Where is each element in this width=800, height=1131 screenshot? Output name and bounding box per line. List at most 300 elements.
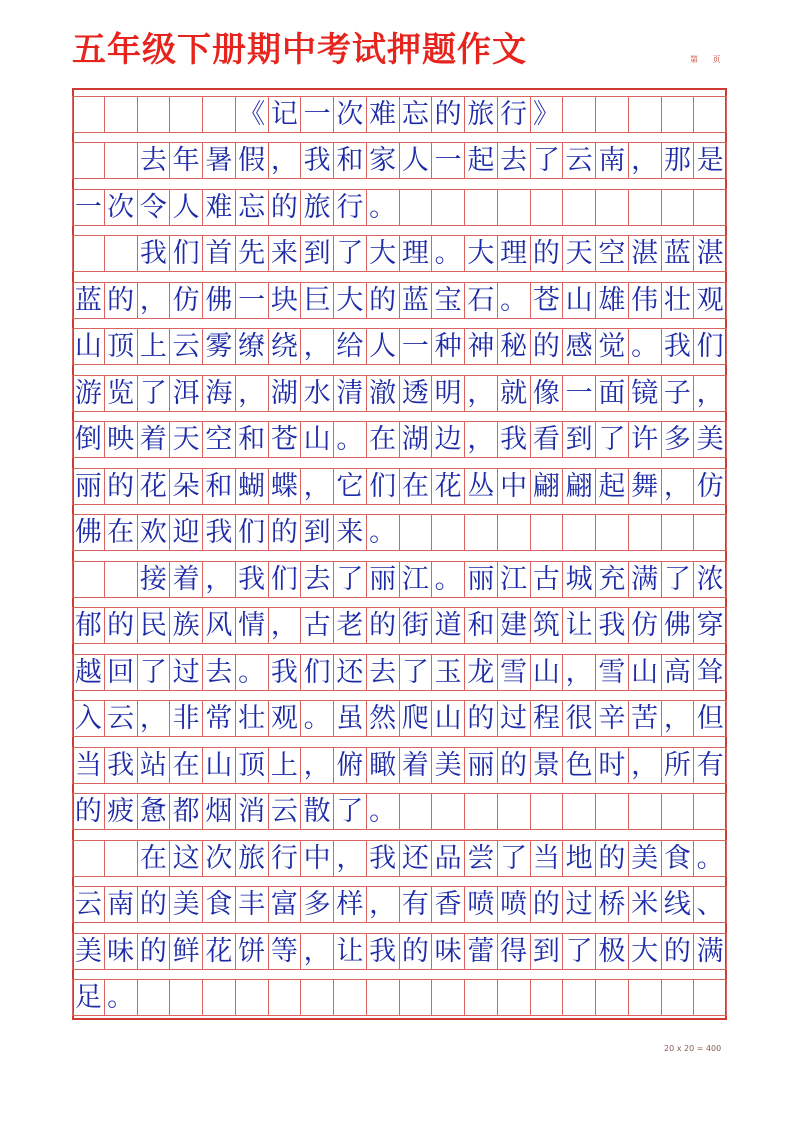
grid-character: 族 bbox=[170, 607, 203, 644]
grid-character: 上 bbox=[269, 747, 302, 784]
grid-character: 过 bbox=[170, 654, 203, 691]
grid-character: 一 bbox=[563, 375, 596, 412]
grid-character: 散 bbox=[301, 793, 334, 830]
grid-character: 镜 bbox=[629, 375, 662, 412]
grid-character: 了 bbox=[334, 561, 367, 598]
grid-character: 接 bbox=[138, 561, 171, 598]
grid-character: 当 bbox=[72, 747, 105, 784]
grid-cell-empty bbox=[138, 979, 171, 1016]
grid-character: 舞 bbox=[629, 468, 662, 505]
grid-character: 的 bbox=[72, 793, 105, 830]
grid-cell-empty bbox=[531, 979, 564, 1016]
grid-character: 起 bbox=[465, 142, 498, 179]
grid-character: 地 bbox=[563, 840, 596, 877]
grid-character: 烟 bbox=[203, 793, 236, 830]
grid-character: 湖 bbox=[400, 421, 433, 458]
grid-character: 越 bbox=[72, 654, 105, 691]
grid-character: 仿 bbox=[629, 607, 662, 644]
grid-character: 在 bbox=[170, 747, 203, 784]
grid-character: 耸 bbox=[694, 654, 727, 691]
grid-cell-empty bbox=[400, 514, 433, 551]
grid-character: ， bbox=[694, 375, 727, 412]
grid-character: 云 bbox=[269, 793, 302, 830]
grid-character: 我 bbox=[367, 933, 400, 970]
grid-character: 景 bbox=[531, 747, 564, 784]
grid-character: 食 bbox=[662, 840, 695, 877]
grid-character: 消 bbox=[236, 793, 269, 830]
grid-character: 中 bbox=[498, 468, 531, 505]
grid-character: ， bbox=[301, 933, 334, 970]
grid-character: 入 bbox=[72, 700, 105, 737]
grid-character: 云 bbox=[72, 886, 105, 923]
grid-character: 那 bbox=[662, 142, 695, 179]
grid-row bbox=[72, 747, 727, 784]
grid-character: 年 bbox=[170, 142, 203, 179]
grid-character: 次 bbox=[203, 840, 236, 877]
grid-character: 翩 bbox=[531, 468, 564, 505]
grid-character: 花 bbox=[432, 468, 465, 505]
grid-character: 像 bbox=[531, 375, 564, 412]
grid-character: 在 bbox=[400, 468, 433, 505]
grid-cell-empty bbox=[465, 793, 498, 830]
grid-character: 、 bbox=[694, 886, 727, 923]
grid-character: 。 bbox=[432, 235, 465, 272]
grid-cell-empty bbox=[629, 96, 662, 133]
grid-row bbox=[72, 514, 727, 551]
grid-character: 洱 bbox=[170, 375, 203, 412]
grid-cell-empty bbox=[400, 189, 433, 226]
grid-character: 给 bbox=[334, 328, 367, 365]
grid-character: 》 bbox=[531, 96, 564, 133]
grid-character: 。 bbox=[498, 282, 531, 319]
grid-cell-empty bbox=[629, 979, 662, 1016]
grid-character: 足 bbox=[72, 979, 105, 1016]
grid-character: 的 bbox=[269, 189, 302, 226]
grid-character: 次 bbox=[105, 189, 138, 226]
grid-character: 顶 bbox=[236, 747, 269, 784]
grid-character: 山 bbox=[432, 700, 465, 737]
grid-character: 的 bbox=[531, 235, 564, 272]
grid-character: 。 bbox=[629, 328, 662, 365]
grid-character: 的 bbox=[367, 607, 400, 644]
grid-character: 尝 bbox=[465, 840, 498, 877]
grid-character: 人 bbox=[367, 328, 400, 365]
grid-character: 在 bbox=[105, 514, 138, 551]
grid-character: 就 bbox=[498, 375, 531, 412]
grid-character: 去 bbox=[138, 142, 171, 179]
grid-character: 山 bbox=[203, 747, 236, 784]
grid-cell-empty bbox=[596, 189, 629, 226]
grid-character: 去 bbox=[203, 654, 236, 691]
grid-character: 一 bbox=[432, 142, 465, 179]
grid-row bbox=[72, 282, 727, 319]
grid-character: 的 bbox=[105, 468, 138, 505]
grid-cell-empty bbox=[563, 793, 596, 830]
grid-character: 惫 bbox=[138, 793, 171, 830]
grid-character: 。 bbox=[236, 654, 269, 691]
grid-cell-empty bbox=[498, 514, 531, 551]
grid-character: 雪 bbox=[498, 654, 531, 691]
grid-character: 欢 bbox=[138, 514, 171, 551]
grid-character: 满 bbox=[629, 561, 662, 598]
grid-row bbox=[72, 793, 727, 830]
grid-character: 着 bbox=[138, 421, 171, 458]
grid-cell-empty bbox=[465, 514, 498, 551]
grid-character: 令 bbox=[138, 189, 171, 226]
grid-row bbox=[72, 468, 727, 505]
grid-character: 看 bbox=[531, 421, 564, 458]
grid-character: ， bbox=[465, 375, 498, 412]
grid-character: 多 bbox=[301, 886, 334, 923]
grid-character: 感 bbox=[563, 328, 596, 365]
grid-character: 山 bbox=[629, 654, 662, 691]
grid-character: 是 bbox=[694, 142, 727, 179]
grid-cell-empty bbox=[203, 979, 236, 1016]
grid-character: ， bbox=[269, 607, 302, 644]
grid-character: 丽 bbox=[465, 747, 498, 784]
grid-character: 味 bbox=[432, 933, 465, 970]
grid-character: 。 bbox=[432, 561, 465, 598]
grid-cell-empty bbox=[301, 979, 334, 1016]
grid-character: 雪 bbox=[596, 654, 629, 691]
grid-character: 街 bbox=[400, 607, 433, 644]
grid-cell-empty bbox=[72, 561, 105, 598]
grid-character: 佛 bbox=[662, 607, 695, 644]
grid-character: 极 bbox=[596, 933, 629, 970]
grid-character: 首 bbox=[203, 235, 236, 272]
grid-character: 古 bbox=[531, 561, 564, 598]
grid-character: 清 bbox=[334, 375, 367, 412]
grid-character: 和 bbox=[334, 142, 367, 179]
grid-character: 美 bbox=[629, 840, 662, 877]
grid-cell-empty bbox=[563, 189, 596, 226]
grid-character: 香 bbox=[432, 886, 465, 923]
grid-character: 郁 bbox=[72, 607, 105, 644]
grid-character: 行 bbox=[334, 189, 367, 226]
grid-character: 还 bbox=[400, 840, 433, 877]
grid-character: 一 bbox=[236, 282, 269, 319]
grid-character: 仿 bbox=[694, 468, 727, 505]
grid-character: ， bbox=[138, 700, 171, 737]
grid-cell-empty bbox=[596, 96, 629, 133]
grid-character: 。 bbox=[367, 514, 400, 551]
grid-cell-empty bbox=[105, 235, 138, 272]
grid-character: 富 bbox=[269, 886, 302, 923]
grid-row bbox=[72, 142, 727, 179]
grid-character: ， bbox=[301, 747, 334, 784]
grid-character: 我 bbox=[105, 747, 138, 784]
grid-character: 蓝 bbox=[662, 235, 695, 272]
grid-character: 我 bbox=[301, 142, 334, 179]
grid-character: 到 bbox=[301, 235, 334, 272]
grid-cell-empty bbox=[269, 979, 302, 1016]
grid-character: 顶 bbox=[105, 328, 138, 365]
grid-character: 次 bbox=[334, 96, 367, 133]
grid-character: 玉 bbox=[432, 654, 465, 691]
grid-character: 云 bbox=[105, 700, 138, 737]
grid-character: 线 bbox=[662, 886, 695, 923]
grid-character: ， bbox=[301, 328, 334, 365]
grid-character: 老 bbox=[334, 607, 367, 644]
grid-character: 食 bbox=[203, 886, 236, 923]
grid-character: 了 bbox=[138, 375, 171, 412]
grid-character: 疲 bbox=[105, 793, 138, 830]
grid-cell-empty bbox=[105, 142, 138, 179]
grid-character: 我 bbox=[498, 421, 531, 458]
grid-character: 的 bbox=[269, 514, 302, 551]
grid-cell-empty bbox=[662, 96, 695, 133]
grid-character: 佛 bbox=[203, 282, 236, 319]
grid-character: 的 bbox=[531, 328, 564, 365]
grid-cell-empty bbox=[563, 96, 596, 133]
grid-cell-empty bbox=[432, 514, 465, 551]
grid-character: 穿 bbox=[694, 607, 727, 644]
grid-character: 高 bbox=[662, 654, 695, 691]
grid-character: 种 bbox=[432, 328, 465, 365]
grid-row bbox=[72, 700, 727, 737]
grid-character: 迎 bbox=[170, 514, 203, 551]
grid-row bbox=[72, 235, 727, 272]
grid-character: 过 bbox=[498, 700, 531, 737]
grid-character: 伟 bbox=[629, 282, 662, 319]
grid-cell-empty bbox=[563, 979, 596, 1016]
grid-character: 暑 bbox=[203, 142, 236, 179]
grid-cell-empty bbox=[662, 514, 695, 551]
grid-character: 我 bbox=[596, 607, 629, 644]
grid-character: 品 bbox=[432, 840, 465, 877]
grid-cell-empty bbox=[694, 96, 727, 133]
grid-character: 样 bbox=[334, 886, 367, 923]
grid-character: 了 bbox=[334, 235, 367, 272]
grid-character: 喷 bbox=[498, 886, 531, 923]
grid-character: 块 bbox=[269, 282, 302, 319]
grid-character: 翩 bbox=[563, 468, 596, 505]
grid-character: 雾 bbox=[203, 328, 236, 365]
composition-grid-sheet bbox=[72, 88, 727, 1020]
grid-character: 了 bbox=[531, 142, 564, 179]
grid-character: ， bbox=[301, 468, 334, 505]
grid-row bbox=[72, 607, 727, 644]
grid-character: 江 bbox=[400, 561, 433, 598]
grid-character: 来 bbox=[334, 514, 367, 551]
grid-character: 大 bbox=[465, 235, 498, 272]
grid-character: 鲜 bbox=[170, 933, 203, 970]
grid-character: 美 bbox=[72, 933, 105, 970]
grid-character: 了 bbox=[334, 793, 367, 830]
grid-character: 城 bbox=[563, 561, 596, 598]
grid-character: 一 bbox=[301, 96, 334, 133]
grid-character: 去 bbox=[301, 561, 334, 598]
grid-character: 观 bbox=[694, 282, 727, 319]
grid-character: 旅 bbox=[236, 840, 269, 877]
grid-cell-empty bbox=[694, 514, 727, 551]
grid-character: 色 bbox=[563, 747, 596, 784]
grid-row bbox=[72, 979, 727, 1016]
grid-character: 来 bbox=[269, 235, 302, 272]
grid-cell-empty bbox=[105, 561, 138, 598]
grid-character: 们 bbox=[170, 235, 203, 272]
grid-character: 丛 bbox=[465, 468, 498, 505]
grid-character: 山 bbox=[531, 654, 564, 691]
grid-character: 游 bbox=[72, 375, 105, 412]
grid-character: 假 bbox=[236, 142, 269, 179]
grid-character: 苍 bbox=[531, 282, 564, 319]
grid-character: 忘 bbox=[236, 189, 269, 226]
grid-character: 等 bbox=[269, 933, 302, 970]
grid-character: 去 bbox=[367, 654, 400, 691]
grid-character: 和 bbox=[236, 421, 269, 458]
grid-character: 我 bbox=[269, 654, 302, 691]
page-number-marker: 第 页 bbox=[690, 55, 727, 64]
grid-character: 和 bbox=[203, 468, 236, 505]
grid-character: 山 bbox=[563, 282, 596, 319]
grid-character: ， bbox=[629, 142, 662, 179]
grid-character: 丽 bbox=[367, 561, 400, 598]
grid-character: 充 bbox=[596, 561, 629, 598]
grid-character: 的 bbox=[367, 282, 400, 319]
grid-character: 我 bbox=[367, 840, 400, 877]
grid-cell-empty bbox=[465, 189, 498, 226]
grid-character: 家 bbox=[367, 142, 400, 179]
grid-cell-empty bbox=[170, 979, 203, 1016]
grid-character: 的 bbox=[596, 840, 629, 877]
grid-character: 美 bbox=[432, 747, 465, 784]
grid-character: 壮 bbox=[236, 700, 269, 737]
grid-cell-empty bbox=[662, 793, 695, 830]
grid-character: 映 bbox=[105, 421, 138, 458]
grid-character: 们 bbox=[269, 561, 302, 598]
grid-character: 苦 bbox=[629, 700, 662, 737]
grid-character: 一 bbox=[400, 328, 433, 365]
grid-character: 了 bbox=[400, 654, 433, 691]
grid-cell-empty bbox=[72, 840, 105, 877]
grid-character: ， bbox=[662, 468, 695, 505]
grid-cell-empty bbox=[236, 979, 269, 1016]
grid-cell-empty bbox=[367, 979, 400, 1016]
grid-character: 览 bbox=[105, 375, 138, 412]
grid-cell-empty bbox=[203, 96, 236, 133]
grid-cell-empty bbox=[596, 793, 629, 830]
grid-character: 还 bbox=[334, 654, 367, 691]
grid-cell-empty bbox=[105, 840, 138, 877]
grid-character: 非 bbox=[170, 700, 203, 737]
grid-character: 雄 bbox=[596, 282, 629, 319]
grid-character: 了 bbox=[498, 840, 531, 877]
grid-character: 道 bbox=[432, 607, 465, 644]
grid-row bbox=[72, 421, 727, 458]
grid-character: 常 bbox=[203, 700, 236, 737]
grid-character: 江 bbox=[498, 561, 531, 598]
grid-character: 情 bbox=[236, 607, 269, 644]
grid-character: 蓝 bbox=[400, 282, 433, 319]
grid-character: 有 bbox=[694, 747, 727, 784]
grid-character: 的 bbox=[465, 700, 498, 737]
grid-character: 。 bbox=[367, 189, 400, 226]
grid-character: ， bbox=[563, 654, 596, 691]
grid-character: 桥 bbox=[596, 886, 629, 923]
grid-character: 宝 bbox=[432, 282, 465, 319]
grid-cell-empty bbox=[694, 189, 727, 226]
grid-character: 让 bbox=[563, 607, 596, 644]
grid-character: 丽 bbox=[465, 561, 498, 598]
grid-character: 天 bbox=[170, 421, 203, 458]
grid-character: 觉 bbox=[596, 328, 629, 365]
grid-character: 观 bbox=[269, 700, 302, 737]
grid-character: 旅 bbox=[301, 189, 334, 226]
grid-cell-empty bbox=[432, 189, 465, 226]
grid-character: 石 bbox=[465, 282, 498, 319]
grid-character: 回 bbox=[105, 654, 138, 691]
grid-character: 风 bbox=[203, 607, 236, 644]
grid-character: 忘 bbox=[400, 96, 433, 133]
grid-cell-empty bbox=[531, 189, 564, 226]
grid-character: 湛 bbox=[694, 235, 727, 272]
grid-character: 先 bbox=[236, 235, 269, 272]
grid-cell-empty bbox=[694, 793, 727, 830]
grid-character: 到 bbox=[531, 933, 564, 970]
grid-row bbox=[72, 561, 727, 598]
grid-cell-empty bbox=[498, 793, 531, 830]
grid-cell-empty bbox=[432, 979, 465, 1016]
grid-character: 建 bbox=[498, 607, 531, 644]
grid-character: 南 bbox=[105, 886, 138, 923]
grid-character: 喷 bbox=[465, 886, 498, 923]
grid-character: 边 bbox=[432, 421, 465, 458]
grid-character: ， bbox=[629, 747, 662, 784]
grid-cell-empty bbox=[629, 514, 662, 551]
grid-character: 空 bbox=[203, 421, 236, 458]
grid-character: 浓 bbox=[694, 561, 727, 598]
grid-cell-empty bbox=[72, 235, 105, 272]
grid-character: 仿 bbox=[170, 282, 203, 319]
grid-character: 蝶 bbox=[269, 468, 302, 505]
grid-character: 海 bbox=[203, 375, 236, 412]
grid-character: 在 bbox=[367, 421, 400, 458]
grid-character: 的 bbox=[105, 607, 138, 644]
grid-character: ， bbox=[334, 840, 367, 877]
grid-character: 们 bbox=[236, 514, 269, 551]
grid-character: 云 bbox=[170, 328, 203, 365]
grid-character: 空 bbox=[596, 235, 629, 272]
grid-character: 佛 bbox=[72, 514, 105, 551]
grid-row bbox=[72, 886, 727, 923]
grid-character: 美 bbox=[170, 886, 203, 923]
grid-cell-empty bbox=[531, 514, 564, 551]
grid-character: 的 bbox=[432, 96, 465, 133]
worksheet-title: 五年级下册期中考试押题作文 bbox=[72, 30, 527, 70]
grid-character: 巨 bbox=[301, 282, 334, 319]
grid-character: 虽 bbox=[334, 700, 367, 737]
grid-character: 龙 bbox=[465, 654, 498, 691]
grid-character: 苍 bbox=[269, 421, 302, 458]
grid-cell-empty bbox=[498, 189, 531, 226]
grid-character: 都 bbox=[170, 793, 203, 830]
grid-character: 起 bbox=[596, 468, 629, 505]
grid-character: 筑 bbox=[531, 607, 564, 644]
grid-character: 到 bbox=[301, 514, 334, 551]
grid-character: 大 bbox=[334, 282, 367, 319]
grid-character: 。 bbox=[367, 793, 400, 830]
grid-character: 秘 bbox=[498, 328, 531, 365]
grid-character: 到 bbox=[563, 421, 596, 458]
grid-count-label: 20 x 20 = 400 bbox=[664, 1044, 722, 1053]
grid-character: 很 bbox=[563, 700, 596, 737]
grid-character: 这 bbox=[170, 840, 203, 877]
grid-character: 了 bbox=[596, 421, 629, 458]
grid-character: 理 bbox=[498, 235, 531, 272]
grid-character: 朵 bbox=[170, 468, 203, 505]
grid-character: 们 bbox=[694, 328, 727, 365]
